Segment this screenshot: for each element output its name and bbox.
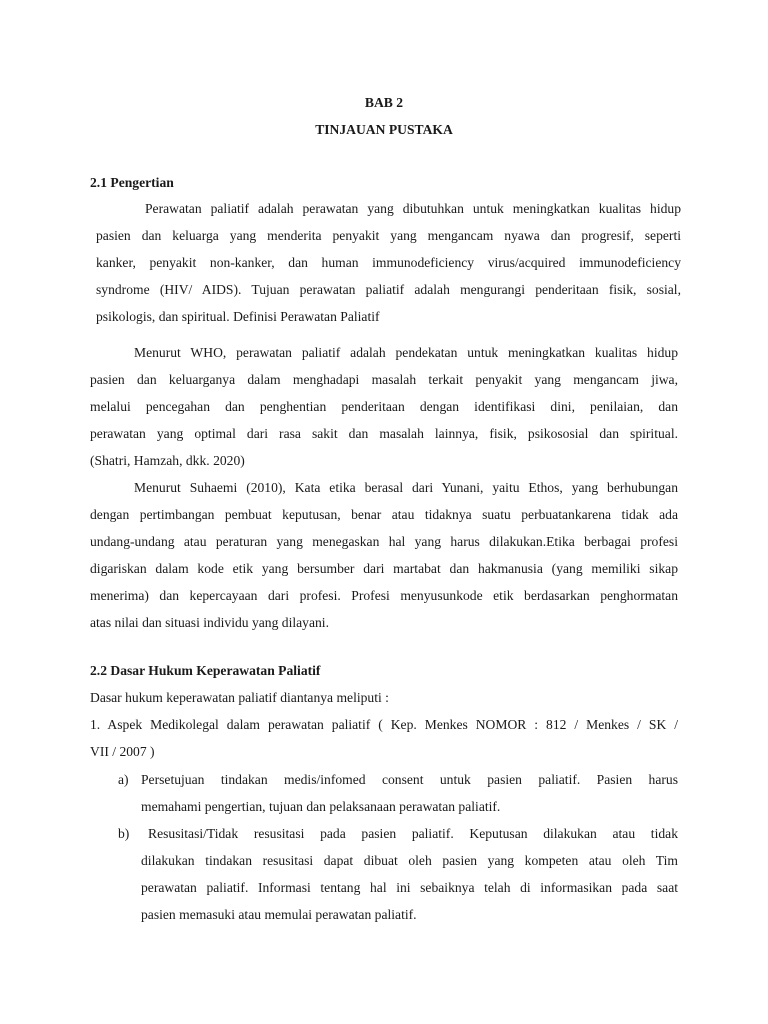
chapter-label: BAB 2: [364, 95, 404, 110]
section-heading-2-1: 2.1 Pengertian: [90, 175, 174, 190]
text-line: Menurut Suhaemi (2010), Kata etika berasal dari Yunani, yaitu Ethos, yang berhubungan: [134, 480, 678, 495]
text-line: kanker, penyakit non-kanker, dan human immunodeficiency virus/acquired immunodeficiency: [96, 255, 681, 270]
text-line: perawatan paliatif. Informasi tentang hal ini sebaiknya telah di informasikan pada saat: [141, 880, 678, 895]
text-line: undang-undang atau peraturan yang menegaskan hal yang harus dilakukan.Etika berbagai profesi: [90, 534, 678, 549]
text-line: psikologis, dan spiritual. Definisi Perawatan Paliatif: [96, 309, 380, 324]
text-line: Perawatan paliatif adalah perawatan yang dibutuhkan untuk meningkatkan kualitas hidup: [145, 201, 681, 216]
text-line: dilakukan tindakan resusitasi dapat dibuat oleh pasien yang kompeten atau oleh Tim: [141, 853, 678, 868]
text-line: atas nilai dan situasi individu yang dilayani.: [90, 615, 329, 630]
text-line: VII / 2007 ): [90, 744, 155, 759]
text-line: Resusitasi/Tidak resusitasi pada pasien paliatif. Keputusan dilakukan atau tidak: [148, 826, 678, 841]
text-line: memahami pengertian, tujuan dan pelaksanaan perawatan paliatif.: [141, 799, 501, 814]
list-marker: b): [118, 826, 130, 841]
text-line: pasien dan keluarga yang menderita penyakit yang mengancam nyawa dan progresif, seperti: [96, 228, 681, 243]
list-marker: a): [118, 772, 129, 787]
text-line: pasien memasuki atau memulai perawatan paliatif.: [141, 907, 417, 922]
text-line: digariskan dalam kode etik yang bersumber dari martabat dan hakmanusia (yang memiliki sikap: [90, 561, 678, 576]
section-intro: Dasar hukum keperawatan paliatif diantanya meliputi :: [90, 690, 389, 705]
text-line: melalui pencegahan dan penghentian penderitaan dengan identifikasi dini, penilaian, dan: [90, 399, 678, 414]
text-line: pasien dan keluarganya dalam menghadapi masalah terkait penyakit yang mengancam jiwa,: [90, 372, 678, 387]
text-line: syndrome (HIV/ AIDS). Tujuan perawatan paliatif adalah mengurangi penderitaan fisik, sosial,: [96, 282, 681, 297]
text-line: (Shatri, Hamzah, dkk. 2020): [90, 453, 245, 468]
text-line: perawatan yang optimal dari rasa sakit dan masalah lainnya, fisik, psikososial dan spiritual.: [90, 426, 678, 441]
text-line: Menurut WHO, perawatan paliatif adalah pendekatan untuk meningkatkan kualitas hidup: [134, 345, 678, 360]
text-line: menerima) dan kepercayaan dari profesi. Profesi menyusunkode etik berdasarkan penghormatan: [90, 588, 678, 603]
text-line: dengan pertimbangan pembuat keputusan, benar atau tidaknya suatu perbuatankarena tidak ada: [90, 507, 678, 522]
chapter-title: TINJAUAN PUSTAKA: [315, 122, 453, 137]
text-line: 1. Aspek Medikolegal dalam perawatan paliatif ( Kep. Menkes NOMOR : 812 / Menkes / SK /: [90, 717, 678, 732]
section-heading-2-2: 2.2 Dasar Hukum Keperawatan Paliatif: [90, 663, 321, 678]
text-line: Persetujuan tindakan medis/infomed consent untuk pasien paliatif. Pasien harus: [141, 772, 678, 787]
